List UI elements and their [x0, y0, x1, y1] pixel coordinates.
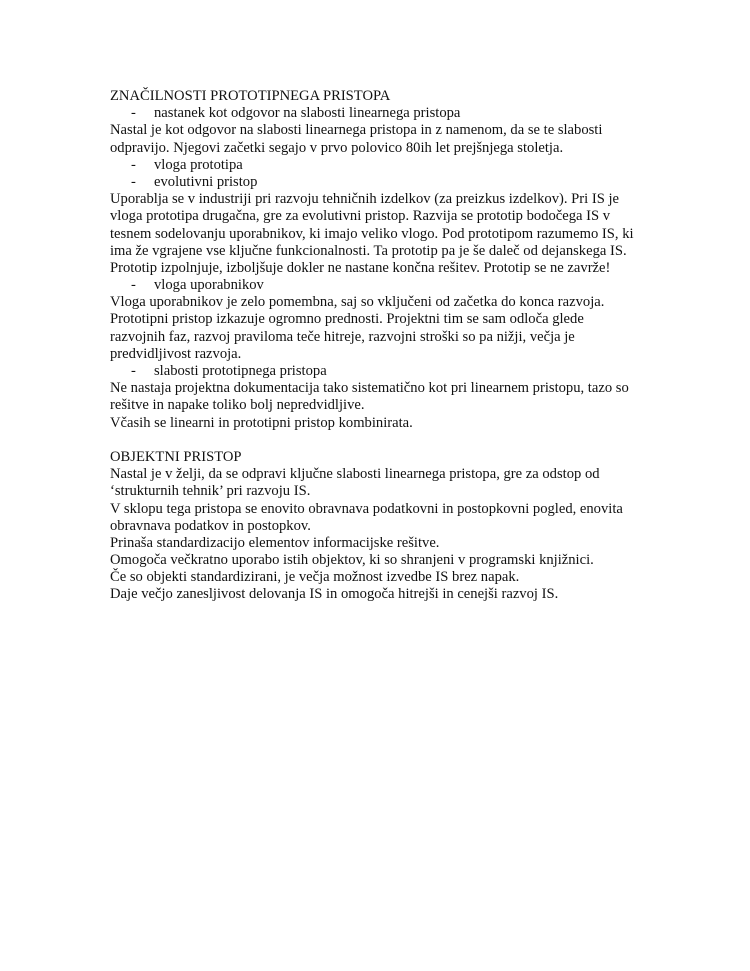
bullet-text: vloga uporabnikov [154, 277, 264, 294]
paragraph [110, 294, 670, 363]
document-page [110, 88, 670, 604]
bullet-dash: - [131, 156, 136, 173]
bullet-text: evolutivni pristop [154, 173, 258, 190]
paragraph-line: ‘strukturnih tehnik’ pri razvoju IS. [110, 483, 311, 500]
paragraph [110, 380, 670, 432]
paragraph-line: Uporablja se v industriji pri razvoju tehničnih izdelkov (za preizkus izdelkov). Pri IS je [110, 191, 620, 208]
paragraph-line: razvojnih faz, razvoj praviloma teče hitreje, razvojni stroški so pa nižji, večja je [110, 328, 575, 345]
bullet-text: vloga prototipa [154, 156, 243, 173]
bullet-item [110, 277, 670, 294]
section-heading: OBJEKTNI PRISTOP [110, 448, 242, 465]
paragraph-line: tesnem sodelovanju uporabnikov, ki imajo veliko vlogo. Pod prototipom razumemo IS, ki [110, 225, 634, 242]
paragraph-line: ima že vgrajene vse ključne funkcionalnosti. Ta prototip pa je še daleč od dejanskega IS. [110, 242, 627, 259]
paragraph-line: Prototip izpolnjuje, izboljšuje dokler ne nastane končna rešitev. Prototip se ne zavrže! [110, 259, 611, 276]
paragraph [110, 191, 670, 277]
bullet-item [110, 157, 670, 174]
blank-line [110, 432, 670, 449]
paragraph-line: Prinaša standardizacijo elementov informacijske rešitve. [110, 534, 440, 551]
bullet-dash: - [131, 363, 136, 379]
paragraph [110, 466, 670, 604]
bullet-text: nastanek kot odgovor na slabosti linearnega pristopa [154, 105, 461, 122]
paragraph-line: predvidljivost razvoja. [110, 345, 242, 362]
paragraph-line: Omogoča večkratno uporabo istih objektov, ki so shranjeni v programski knjižnici. [110, 552, 594, 569]
bullet-dash: - [131, 277, 136, 294]
paragraph-line: rešitve in napake toliko bolj nepredvidljive. [110, 397, 365, 414]
paragraph-line: vloga prototipa drugačna, gre za evolutivni pristop. Razvija se prototip bodočega IS v [110, 208, 611, 225]
bullet-text: slabosti prototipnega pristopa [154, 363, 327, 379]
paragraph-line: Vloga uporabnikov je zelo pomembna, saj so vključeni od začetka do konca razvoja. [110, 294, 605, 311]
bullet-item [110, 363, 670, 380]
paragraph [110, 122, 670, 156]
paragraph-line: Nastal je kot odgovor na slabosti linearnega pristopa in z namenom, da se te slabosti [110, 122, 603, 139]
section-heading: ZNAČILNOSTI PROTOTIPNEGA PRISTOPA [110, 88, 391, 104]
paragraph-line: Če so objekti standardizirani, je večja možnost izvedbe IS brez napak. [110, 569, 520, 586]
paragraph-line: obravnava podatkov in postopkov. [110, 517, 311, 534]
paragraph-line: odpravijo. Njegovi začetki segajo v prvo polovico 80ih let prejšnjega stoletja. [110, 139, 564, 156]
paragraph-line: V sklopu tega pristopa se enovito obravnava podatkovni in postopkovni pogled, enovita [110, 500, 623, 517]
bullet-item [110, 174, 670, 191]
paragraph-line: Včasih se linearni in prototipni pristop kombinirata. [110, 414, 413, 431]
paragraph-line: Prototipni pristop izkazuje ogromno prednosti. Projektni tim se sam odloča glede [110, 311, 584, 328]
bullet-item [110, 105, 670, 122]
paragraph-line: Ne nastaja projektna dokumentacija tako sistematično kot pri linearnem pristopu, tazo so [110, 380, 629, 397]
paragraph-line: Nastal je v želji, da se odpravi ključne slabosti linearnega pristopa, gre za odstop od [110, 466, 600, 483]
bullet-dash: - [131, 173, 136, 190]
bullet-dash: - [131, 105, 136, 122]
paragraph-line: Daje večjo zanesljivost delovanja IS in omogoča hitrejši in cenejši razvoj IS. [110, 586, 559, 603]
